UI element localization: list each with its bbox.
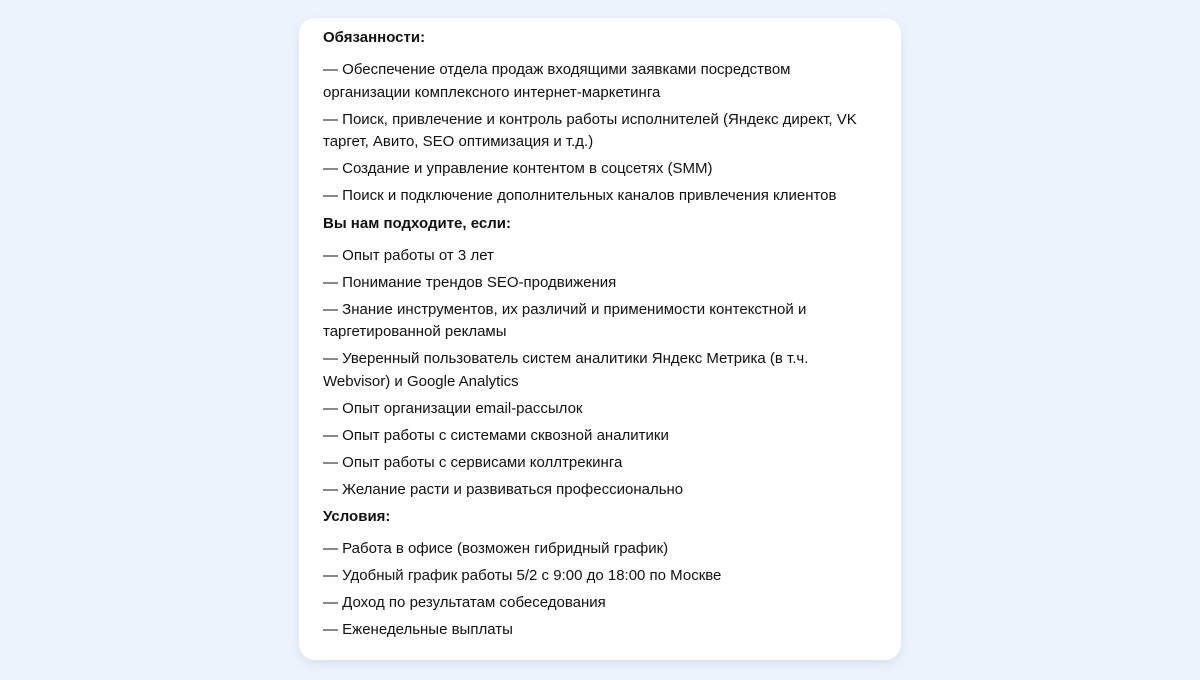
list-item: — Уверенный пользователь систем аналитики Яндекс Метрика (в т.ч. Webvisor) и Google Analytics [323, 350, 809, 390]
responsibilities-list [323, 59, 877, 208]
list-item: — Доход по результатам собеседования [323, 594, 606, 611]
list-item: — Удобный график работы 5/2 с 9:00 до 18:00 по Москве [323, 567, 722, 584]
section-title: Обязанности: [323, 29, 426, 46]
list-item: — Обеспечение отдела продаж входящими заявками посредством организации комплексного интернет-маркетинга [323, 61, 791, 101]
list-item: — Опыт работы от 3 лет [323, 246, 494, 264]
list-item: — Поиск, привлечение и контроль работы исполнителей (Яндекс директ, VK таргет, Авито, SEO оптимизация и т.д.) [323, 110, 857, 150]
section-title: Вы нам подходите, если: [323, 214, 511, 232]
list-item: — Опыт организации email-рассылок [323, 399, 583, 417]
list-item: — Опыт работы с сервисами коллтрекинга [323, 453, 623, 471]
vacancy-card [299, 18, 901, 660]
list-item: — Создание и управление контентом в соцсетях (SMM) [323, 160, 713, 177]
list-item: — Понимание трендов SEO-продвижения [323, 273, 617, 291]
section-title: Условия: [323, 508, 391, 525]
conditions-list [323, 538, 877, 642]
list-item: — Знание инструментов, их различий и применимости контекстной и таргетированной рекламы [323, 300, 807, 340]
section-responsibilities [323, 27, 877, 208]
list-item: — Желание расти и развиваться профессионально [323, 480, 684, 498]
list-item: — Работа в офисе (возможен гибридный график) [323, 540, 669, 557]
requirements-list [323, 245, 877, 502]
section-requirements [323, 213, 877, 502]
list-item: — Еженедельные выплаты [323, 621, 513, 638]
section-conditions [323, 506, 877, 642]
list-item: — Опыт работы с системами сквозной аналитики [323, 426, 669, 444]
list-item: — Поиск и подключение дополнительных каналов привлечения клиентов [323, 187, 837, 204]
